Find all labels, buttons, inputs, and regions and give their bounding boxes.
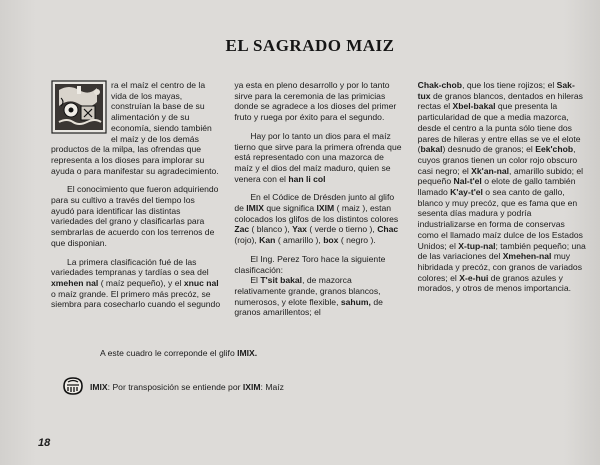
maya-glyph-icon [51, 80, 107, 134]
column-2 [234, 80, 403, 326]
paragraph: ya esta en pleno desarrollo y por lo tanto sirve para la ceremonia de las primicias donde se agradece a los dioses del primer fruto y ruega por éxito para el segundo. [234, 80, 397, 123]
term: IMIX [90, 382, 108, 392]
term: Chac [377, 224, 399, 235]
paragraph: En el Códice de Drésden junto al glifo de IMIX que significa IXIM ( maiz ), estan colocados los glifos de los distintos colores Zac ( blanco ), Yax ( verde o tierno ), Chac (rojo), Kan ( amarillo ), box ( negro ). [234, 192, 399, 246]
term: Zac [234, 224, 250, 235]
paragraph: Hay por lo tanto un dios para el maíz tierno que sirve para la primera ofrenda que está representado con una mazorca de maíz y el dios del maíz maduro, quien se venera con el han li col [234, 130, 402, 184]
footnote: IMIX: Por transposición se entiende por IXIM: Maíz [62, 376, 284, 398]
paragraph: El conocimiento que fueron adquiriendo para su cultivo a través del tiempo los ayudó para identificar las distintas variedades del grano y clasificarlas para sembrarlas de acuerdo con los terrenos de que disponian. [51, 184, 219, 248]
term: sahum, [340, 296, 371, 307]
term: Chak-chob [417, 80, 463, 90]
column-1 [51, 80, 220, 326]
term: Sak-tux [417, 80, 575, 101]
term: IMIX. [237, 348, 258, 358]
term: Nal-t'el [453, 176, 482, 187]
page-title: EL SAGRADO MAIZ [225, 36, 395, 55]
term: Eek'chob [535, 144, 574, 155]
page-number: 18 [38, 437, 51, 449]
term: K'ay-t'el [450, 187, 483, 198]
term: han li col [288, 173, 326, 184]
term: xmehen nal [51, 277, 99, 288]
glyph-caption: A este cuadro le correponde el glifo IMIX. [100, 348, 258, 358]
term: IXIM [316, 203, 335, 214]
paragraph: Chak-chob, que los tiene rojizos; el Sak-tux de granos blancos, dentados en hileras rectas el Xbel-bakal que presenta la particularidad de que a media mazorca, desde el centro a la punta sólo tiene dos pares de hileras y entre ellas se ve el elote (bakal) desnudo de granos; el Eek'chob, cuyos granos tienen un color rojo obscuro casi negro; el Xk'an-nal, amarillo subido; el pequeño Nal-t'el o elote de gallo también llamado K'ay-t'el o sea canto de gallo, blanco y muy precóz, que es fama que en sesenta días madura y podría industrializarse en forma de conservas como el llamado maíz dulce de los Estados Unidos; el X-tup-nal; también pequeño; una de las variaciones del Xmehen-nal muy hibridada y precóz, con granos de variados colores; el X-e-hui de granos azules y morados, y otros de menos importancia. [417, 80, 586, 294]
term: IMIX [246, 203, 264, 214]
term: Yax [292, 224, 307, 235]
paragraph: El Ing. Perez Toro hace la siguiente clasificación: [234, 253, 386, 275]
term: IXIM [242, 382, 261, 392]
term: Xmehen-nal [502, 251, 552, 262]
term: X-tup-nal [458, 240, 496, 251]
term: Xk'an-nal [471, 165, 510, 176]
term: Kan [259, 235, 276, 246]
imix-glyph-icon [62, 376, 84, 398]
paragraph-intro [51, 80, 220, 176]
text-columns [51, 80, 587, 326]
paragraph: La primera clasificación fué de las variedades tempranas y tardías o sea del xmehen nal ( maíz pequeño), y el xnuc nal o maíz grande. El primero más precóz, se siembra para cosecharlo cuando el segundo [51, 256, 221, 310]
term: xnuc nal [183, 277, 219, 288]
column-3 [418, 80, 587, 326]
term: T'sit bakal [260, 275, 303, 286]
term: bakal [420, 144, 443, 155]
paragraph: El T'sit bakal, de mazorca relativamente grande, granos blancos, numerosos, y elote flexible, sahum, de granos amarillentos; el [234, 275, 383, 318]
term: box [323, 235, 339, 246]
paragraph-text: ra el maíz el centro de la vida de los mayas, construían la base de su alimentación y de su economía, siendo también el maíz y de los demás productos de la milpa, las ofrendas que representa a los dioses para implorar su ayuda o para manifestar su agradecimiento. [51, 80, 219, 176]
term: X-e-hui [459, 272, 489, 283]
term: Xbel-bakal [452, 101, 496, 112]
